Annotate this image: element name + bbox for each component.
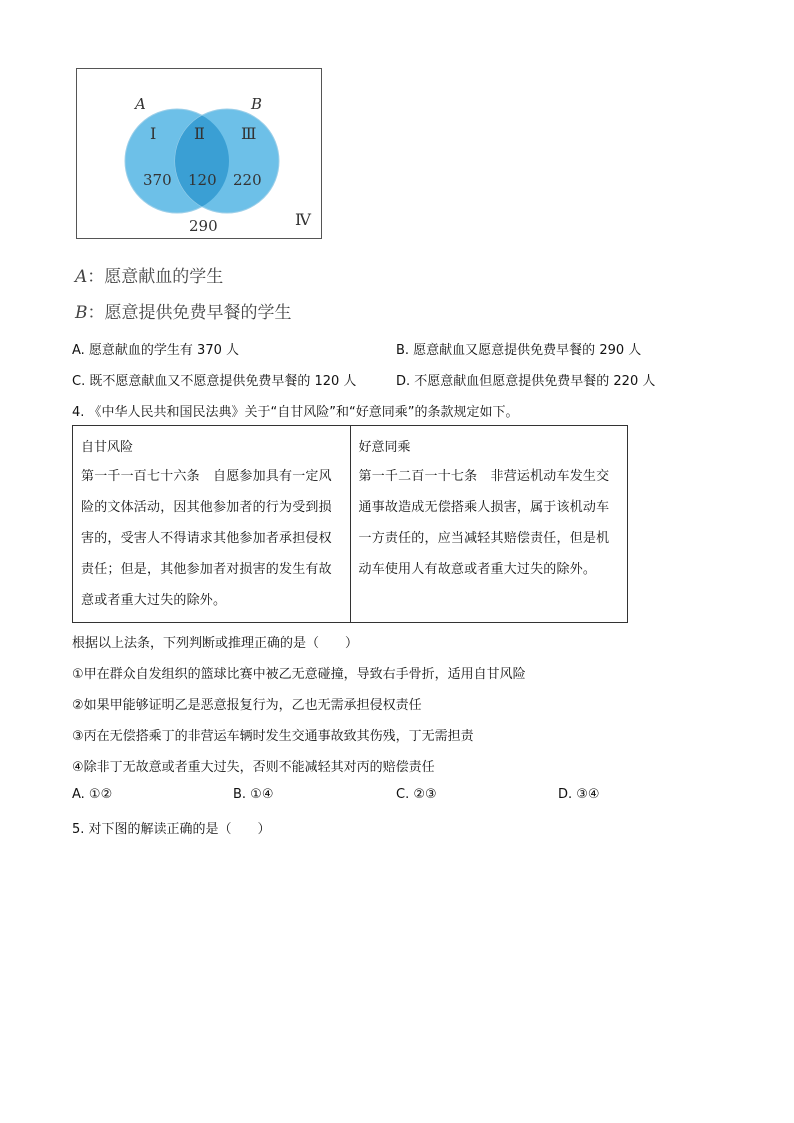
law-cell-left <box>73 426 351 623</box>
q3-option-b: B. 愿意献血又愿意提供免费早餐的 290 人 <box>396 343 642 358</box>
q4-question: 根据以上法条，下列判断或推理正确的是（ ） <box>72 636 359 651</box>
q4-item-3: ③丙在无偿搭乘丁的非营运车辆时发生交通事故致其伤残，丁无需担责 <box>72 729 474 744</box>
legend-b-text: ：愿意提供免费早餐的学生 <box>87 303 292 323</box>
q4-stem: 4. 《中华人民共和国民法典》关于“自甘风险”和“好意同乘”的条款规定如下。 <box>72 405 519 420</box>
q4-option-c: C. ②③ <box>396 787 437 802</box>
q4-item-4: ④除非丁无故意或者重大过失，否则不能减轻其对丙的赔偿责任 <box>72 760 435 775</box>
q4-item-1: ①甲在群众自发组织的篮球比赛中被乙无意碰撞，导致右手骨折，适用自甘风险 <box>72 667 526 682</box>
q4-option-b: B. ①④ <box>233 787 274 802</box>
legend-a <box>75 262 223 287</box>
law-right-body: 第一千二百一十七条 非营运机动车发生交通事故造成无偿搭乘人损害，属于该机动车一方责任的，应当减轻其赔偿责任，但是机动车使用人有故意或者重大过失的除外。 <box>358 469 610 577</box>
q4-option-a: A. ①② <box>72 787 113 802</box>
law-cell-right <box>350 426 628 623</box>
q4-item-2: ②如果甲能够证明乙是恶意报复行为，乙也无需承担侵权责任 <box>72 698 422 713</box>
law-left-body: 第一千一百七十六条 自愿参加具有一定风险的文体活动，因其他参加者的行为受到损害的，受害人不得请求其他参加者承担侵权责任；但是，其他参加者对损害的发生有故意或者重大过失的除外。 <box>81 469 332 608</box>
label-a: A <box>135 95 146 113</box>
q3-option-a: A. 愿意献血的学生有 370 人 <box>72 343 240 358</box>
legend-a-key: A <box>75 267 88 287</box>
q5-stem: 5. 对下图的解读正确的是（ ） <box>72 822 271 837</box>
legend-b <box>75 298 292 323</box>
venn-diagram <box>76 68 322 239</box>
q4-option-d: D. ③④ <box>558 787 600 802</box>
region-1-label: Ⅰ <box>150 124 157 143</box>
q3-option-c: C. 既不愿意献血又不愿意提供免费早餐的 120 人 <box>72 374 357 389</box>
region-4-value: 290 <box>189 217 218 235</box>
region-1-value: 370 <box>143 171 172 189</box>
q3-option-d: D. 不愿意献血但愿意提供免费早餐的 220 人 <box>396 374 656 389</box>
region-2-value: 120 <box>188 171 217 189</box>
legend-b-key: B <box>75 303 88 323</box>
law-right-heading: 好意同乘 <box>358 440 411 455</box>
law-table <box>72 425 628 623</box>
legend-a-text: ：愿意献血的学生 <box>87 267 224 287</box>
label-b: B <box>251 95 263 113</box>
law-left-heading: 自甘风险 <box>81 440 134 455</box>
region-2-label: Ⅱ <box>194 124 205 143</box>
region-3-value: 220 <box>233 171 262 189</box>
venn-svg <box>77 69 323 240</box>
region-3-label: Ⅲ <box>241 124 257 143</box>
region-4-label: Ⅳ <box>295 210 311 229</box>
